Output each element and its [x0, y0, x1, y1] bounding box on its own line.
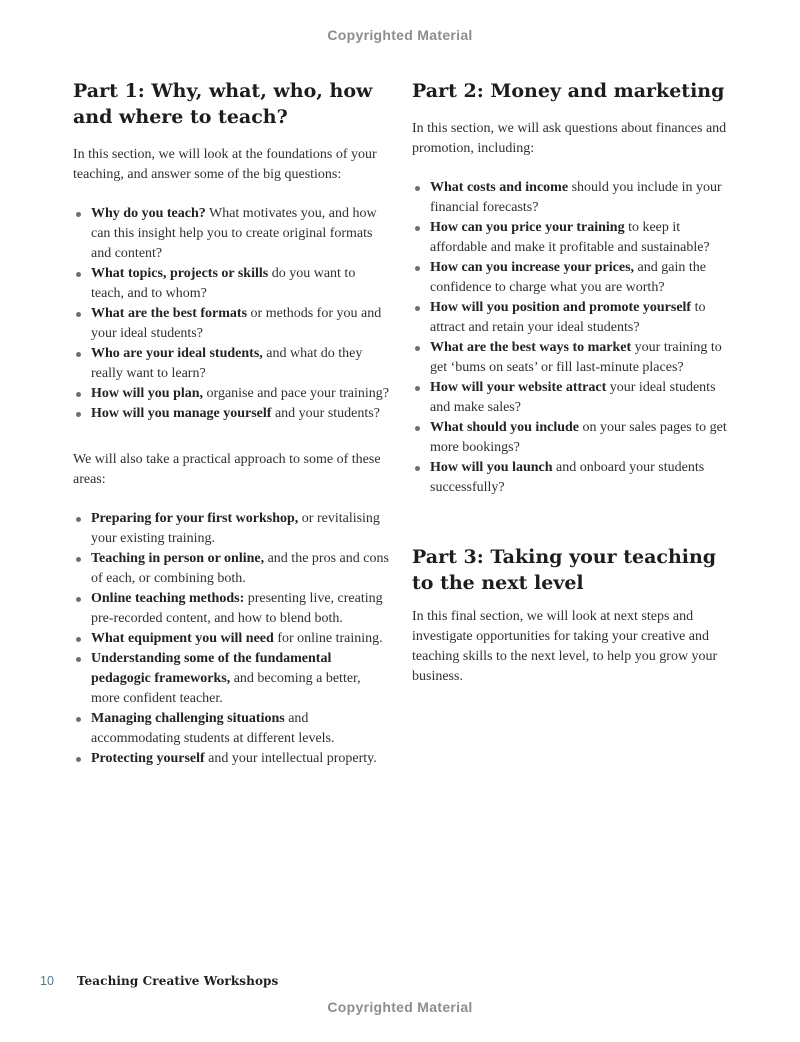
bullet-item: Managing challenging situations and accommodating students at different levels. — [73, 709, 390, 749]
page-number: 10 — [40, 974, 54, 988]
bullet-lead-text: Managing challenging situations — [91, 711, 285, 726]
bullet-lead-text: Preparing for your first workshop, — [91, 511, 299, 526]
bullet-item: Preparing for your first workshop, or revitalising your existing training. — [73, 509, 390, 549]
bullet-item: How will you launch and onboard your students successfully? — [412, 458, 729, 498]
bullet-item: Understanding some of the fundamental pedagogic frameworks, and becoming a better, more confident teacher. — [73, 649, 390, 709]
bullet-lead-text: What are the best ways to market — [430, 340, 632, 355]
bullet-item: Teaching in person or online, and the pros and cons of each, or combining both. — [73, 549, 390, 589]
part2-bullet-list — [412, 178, 729, 498]
bullet-lead-text: What are the best formats — [91, 306, 248, 321]
bullet-item: Online teaching methods: presenting live, creating pre-recorded content, and how to blend both. — [73, 589, 390, 629]
left-column — [73, 78, 390, 795]
bullet-item: What should you include on your sales pages to get more bookings? — [412, 418, 729, 458]
bullet-lead-text: What should you include — [430, 420, 579, 435]
book-title: Teaching Creative Workshops — [76, 974, 279, 988]
part2-intro: In this section, we will ask questions about finances and promotion, including: — [412, 121, 727, 156]
bullet-lead-text: Who are your ideal students, — [91, 346, 263, 361]
bullet-item: What topics, projects or skills do you want to teach, and to whom? — [73, 264, 390, 304]
part2-heading: Part 2: Money and marketing — [412, 80, 725, 102]
part1-bullet-list — [73, 204, 390, 424]
bullet-item: How will you position and promote yourself to attract and retain your ideal students? — [412, 298, 729, 338]
bullet-lead-text: How will you plan, — [91, 386, 204, 401]
bullet-lead-text: How can you increase your prices, — [430, 260, 635, 275]
bullet-lead-text: How will you position and promote yourself — [430, 300, 692, 315]
part3-intro: In this final section, we will look at next steps and investigate opportunities for taking your creative and teaching skills to the next level, to help you grow your business. — [412, 609, 718, 684]
bullet-lead-text: Teaching in person or online, — [91, 551, 265, 566]
bullet-item: How will your website attract your ideal students and make sales? — [412, 378, 729, 418]
bullet-lead-text: Protecting yourself — [91, 751, 205, 766]
bullet-item: Who are your ideal students, and what do they really want to learn? — [73, 344, 390, 384]
bullet-item: What are the best formats or methods for you and your ideal students? — [73, 304, 390, 344]
bullet-item: What equipment you will need for online training. — [73, 629, 390, 649]
bullet-item: What are the best ways to market your training to get ‘bums on seats’ or fill last-minute places? — [412, 338, 729, 378]
bullet-item: What costs and income should you include in your financial forecasts? — [412, 178, 729, 218]
bullet-item: How will you plan, organise and pace your training? — [73, 384, 390, 404]
right-column — [412, 78, 729, 795]
part1-intro: In this section, we will look at the foundations of your teaching, and answer some of the big questions: — [73, 147, 377, 182]
bullet-item: How will you manage yourself and your students? — [73, 404, 390, 424]
bullet-item: How can you increase your prices, and gain the confidence to charge what you are worth? — [412, 258, 729, 298]
part1-heading: Part 1: Why, what, who, how and where to teach? — [73, 80, 373, 128]
bullet-lead-text: Understanding some of the fundamental pedagogic frameworks, — [91, 651, 332, 686]
bullet-item: How can you price your training to keep it affordable and make it profitable and sustainable? — [412, 218, 729, 258]
bullet-lead-text: How can you price your training — [430, 220, 625, 235]
bullet-lead-text: How will you manage yourself — [91, 406, 272, 421]
copyright-notice-top: Copyrighted Material — [327, 27, 473, 43]
part1-bullet-list-2 — [73, 509, 390, 769]
bullet-lead-text: How will your website attract — [430, 380, 607, 395]
bullet-item: Protecting yourself and your intellectual property. — [73, 749, 390, 769]
page-footer — [40, 974, 278, 988]
bullet-lead-text: What costs and income — [430, 180, 569, 195]
part3-heading: Part 3: Taking your teaching to the next level — [412, 546, 717, 594]
bullet-lead-text: What equipment you will need — [91, 631, 274, 646]
copyright-notice-bottom: Copyrighted Material — [327, 999, 473, 1015]
bullet-lead-text: What topics, projects or skills — [91, 266, 269, 281]
bullet-lead-text: How will you launch — [430, 460, 553, 475]
bullet-lead-text: Online teaching methods: — [91, 591, 245, 606]
part1-intro-2: We will also take a practical approach to some of these areas: — [73, 452, 381, 487]
bullet-item: Why do you teach? What motivates you, and how can this insight help you to create original formats and content? — [73, 204, 390, 264]
page-content — [73, 78, 729, 795]
bullet-lead-text: Why do you teach? — [91, 206, 206, 221]
